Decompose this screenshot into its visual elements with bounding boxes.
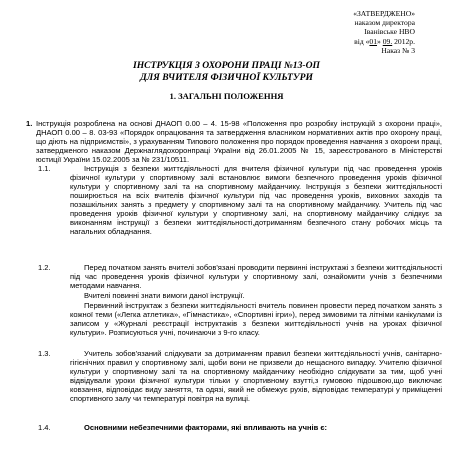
item-1-text: Інструкція розроблена на основі ДНАОП 0.00 – 4. 15-98 «Положення про розробку інструкцій з охорони праці», ДНАОП 0.00 – 8. 03-93 «Порядок опрацювання та затвердження власником нормативних актів про охорону праці, що діють на підприємстві», з урахуванням Типового положення про порядок проведення навчання з охорони праці, затвердженого наказом Держнаглядохоронпраці України від 26.01.2005 № 15, зареєстрованого в Міністерстві юстиції України 15.02.2005 за № 231/10511. <box>36 119 442 165</box>
item-1-number: 1. <box>26 119 33 128</box>
subitem-1-3-text: Учитель зобов'язаний слідкувати за дотриманням правил безпеки життєдіяльності учнів, санітарно-гігієнічних правил у спортивному залі, щоби вони не призвели до нещасного випадку. Учителю фізичної культури у спортивному залі та на спортивному майданчику необхідно слідкувати за тим, щоб учні відвідували уроки фізичної культури тільки у спортивному взутті,з гумовою підошвою,що виключає ковзання, відповідає виду заняття, та одязі, який не обмежує рухів, відповідає температурі у приміщенні спортивного залу чи температурі повітря на вулиці. <box>70 349 442 404</box>
subitem-1-2-note: Вчителі повинні знати вимоги даної інструкції. <box>84 291 245 300</box>
document-title-line-1: ІНСТРУКЦІЯ З ОХОРОНИ ПРАЦІ №13-ОП <box>132 60 320 71</box>
approval-heading: «ЗАТВЕРДЖЕНО» <box>353 9 415 18</box>
approval-order-number: Наказ № 3 <box>381 45 415 55</box>
subitem-1-1-text: Інструкція з безпеки життєдіяльності для вчителя фізичної культури під час проведення уроків фізичної культури у спортивному залі встановлює вимоги безпечного проведення уроків фізичної культури у спортивному залі та на спортивному майданчику. Інструкція з безпеки життєдіяльності поширюється на всіх вчителів фізичної культури під час проведення уроків, виховних заходів та позашкільних занять з предмету у спортивному залі та на спортивному майданчику. Учитель під час проведення уроків фізичної культури у спортивному залі, на спортивному майданчику слідкує за виконанням інструкції з безпеки життєдіяльності,дотриманням безпечного стану робочих місць та нагальних обладнання. <box>70 164 442 237</box>
subitem-number: 1.3. <box>38 349 51 358</box>
subitem-1-2-primary-briefing: Первинний інструктаж з безпеки життєдіяльності вчитель повинен провести перед початком занять з кожної теми («Легка атлетика», «Гімнастика», «Спортивні ігри»), перед зимовими та літніми канікулами із записом у «Журналі реєстрації інструктажів з безпеки життєдіяльності учнів на уроках фізичної культури». Розписуються учні, починаючи з 9-го класу. <box>70 301 442 338</box>
approval-stamp <box>275 9 415 55</box>
subitem-number: 1.4. <box>38 423 51 432</box>
document-title-line-2: ДЛЯ ВЧИТЕЛЯ ФІЗИЧНОЇ КУЛЬТУРИ <box>140 72 313 83</box>
section-heading: 1. ЗАГАЛЬНІ ПОЛОЖЕННЯ <box>169 91 284 101</box>
approval-school: Іванівське НВО <box>364 27 415 37</box>
subitem-1-4-text: Основними небезпечними факторами, які впливають на учнів є: <box>84 423 328 432</box>
subitem-number: 1.2. <box>38 263 51 272</box>
approval-date: від «01» 09. 2012р. <box>354 36 415 46</box>
approval-order-by: наказом директора <box>354 18 415 28</box>
subitem-number: 1.1. <box>38 164 51 173</box>
subitem-1-2-text: Перед початком занять вчителі зобов'язані проводити первинні інструктажі з безпеки життєдіяльності під час проведення уроків фізичної культури у спортивному залі, ознайомити учнів з безпечними методами навчання. <box>70 263 442 291</box>
